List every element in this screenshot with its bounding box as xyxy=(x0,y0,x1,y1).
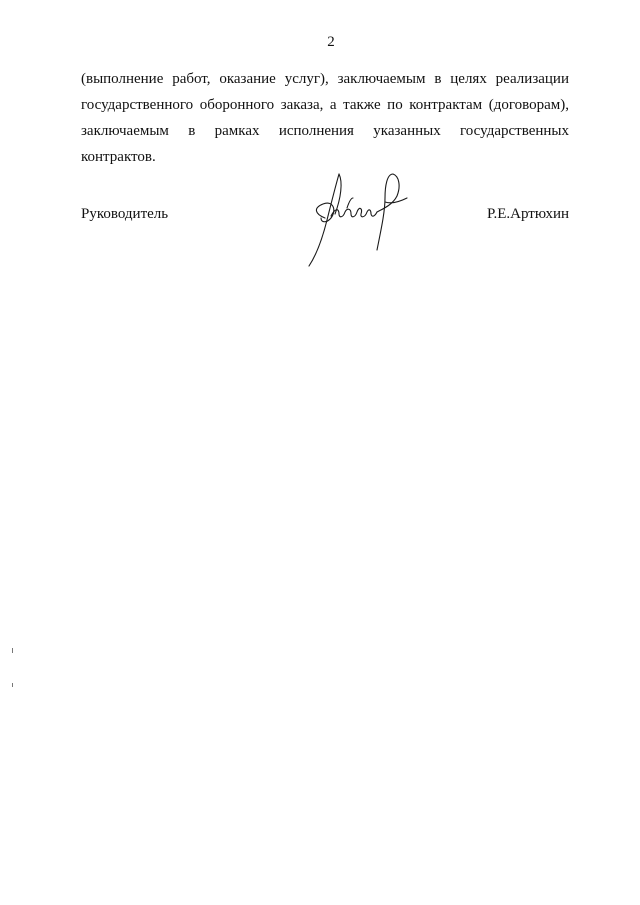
body-paragraph xyxy=(81,66,569,170)
signer-position: Руководитель xyxy=(81,206,169,222)
scan-artifact xyxy=(12,648,13,653)
page-number: 2 xyxy=(327,34,335,50)
paragraph-line: (выполнение работ, оказание услуг), заключаемым в целях реализации xyxy=(81,71,569,87)
signature-block xyxy=(81,206,569,276)
signer-name: Р.Е.Артюхин xyxy=(487,206,569,222)
paragraph-line: контрактов. xyxy=(81,149,156,165)
handwritten-signature xyxy=(301,168,421,278)
paragraph-line: государственного оборонного заказа, а также по контрактам (договорам), xyxy=(81,97,569,113)
paragraph-line: заключаемым в рамках исполнения указанных государственных xyxy=(81,123,569,139)
scan-artifact xyxy=(12,683,13,687)
